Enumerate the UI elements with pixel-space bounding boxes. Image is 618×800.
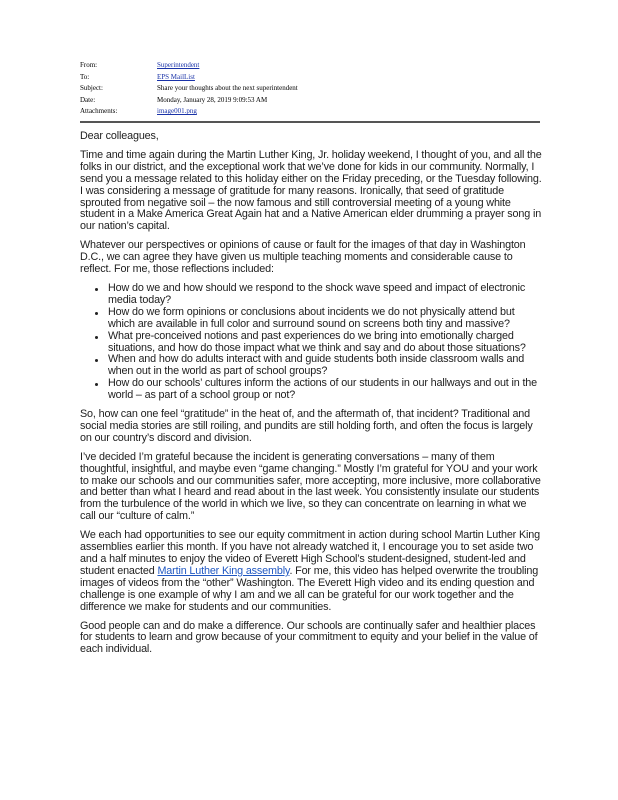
reflection-list [80, 283, 542, 402]
date-value: Monday, January 28, 2019 9:09:53 AM [157, 95, 268, 104]
header-row-to [80, 72, 540, 84]
email-header [80, 60, 540, 118]
email-body [80, 131, 542, 663]
paragraph-3: So, how can one feel “gratitude” in the heat of, and the aftermath of, that incident? Traditional and social media stories are still roiling, and pundits are still holding forth, and often the focus is largely on our country’s discord and division. [80, 408, 533, 444]
paragraph-4: I’ve decided I’m grateful because the incident is generating conversations – many of them thoughtful, insightful, and maybe even “game changing.” Mostly I’m grateful for YOU and your work to make our schools and our communities safer, more accepting, more inclusive, more collaborative and better than what I heard and read about in the last week. You consistently insulate our students from the turbulence of the world in which we live, so they can concentrate on learning in what we call our “culture of calm.” [80, 450, 541, 523]
header-row-from [80, 60, 540, 72]
to-link[interactable]: EPS MailList [157, 72, 195, 81]
attachment-link[interactable]: image001.png [157, 107, 197, 116]
header-divider [80, 121, 540, 123]
mlk-assembly-link[interactable]: Martin Luther King assembly [157, 564, 290, 577]
subject-label: Subject: [80, 84, 103, 93]
header-row-attachments [80, 106, 540, 118]
from-label: From: [80, 61, 98, 69]
paragraph-2: Whatever our perspectives or opinions of cause or fault for the images of that day in Washington D.C., we can agree they have given us multiple teaching moments and considerable cause to reflect. For me, those reflections included: [80, 239, 526, 276]
to-label: To: [80, 72, 90, 81]
attachments-label: Attachments: [80, 107, 118, 116]
paragraph-1: Time and time again during the Martin Luther King, Jr. holiday weekend, I thought of you, and all the folks in our district, and the exceptional work that we’ve done for kids in our community. Normally, I send you a message related to this holiday either on the Friday preceding, or the Tuesday following. I was considering a message of gratitude for many reasons. Ironically, that seed of gratitude sprouted from negative soil – the now famous and still controversial meeting of a young white student in a Make America Great Again hat and a Native American elder drumming a prayer song in our nation’s capital. [80, 148, 542, 233]
paragraph-5-text-end: . For me, this video has helped overwrite the troubling images of videos from the “other” Washington. The Everett High video and its ending question and challenge is one example of why I am and we all can be grateful for our work together and the difference we make for students and our communities. [80, 564, 539, 613]
from-link[interactable]: Superintendent [157, 61, 200, 69]
date-label: Date: [80, 95, 96, 104]
paragraph-6: Good people can and do make a difference. Our schools are continually safer and healthier places for students to learn and grow because of your commitment to equity and your belief in the value of each individual. [80, 619, 538, 656]
greeting: Dear colleagues, [80, 130, 159, 142]
list-item: What pre-conceived notions and past experiences do we bring into emotionally charged situations, and how do those impact what we think and say and do about those situations? [108, 331, 542, 355]
header-row-date [80, 95, 540, 107]
list-item: When and how do adults interact with and guide students both inside classroom walls and when out in the world as part of school groups? [108, 354, 542, 378]
paragraph-5-text-start: We each had opportunities to see our equity commitment in action during school Martin Luther King assemblies earlier this month. If you have not already watched it, I encourage you to set aside two and a half minutes to enjoy the video of Everett High School’s student-designed, student-led and student enacted [80, 529, 540, 577]
header-row-subject [80, 83, 540, 95]
subject-value: Share your thoughts about the next superintendent [157, 84, 298, 93]
paragraph-5 [80, 530, 542, 613]
list-item: How do we and how should we respond to the shock wave speed and impact of electronic media today? [108, 283, 542, 307]
list-item: How do we form opinions or conclusions about incidents we do not physically attend but which are available in full color and surround sound on screens both tiny and massive? [108, 307, 542, 331]
list-item: How do our schools’ cultures inform the actions of our students in our hallways and out in the world – as part of a school group or not? [108, 378, 542, 402]
